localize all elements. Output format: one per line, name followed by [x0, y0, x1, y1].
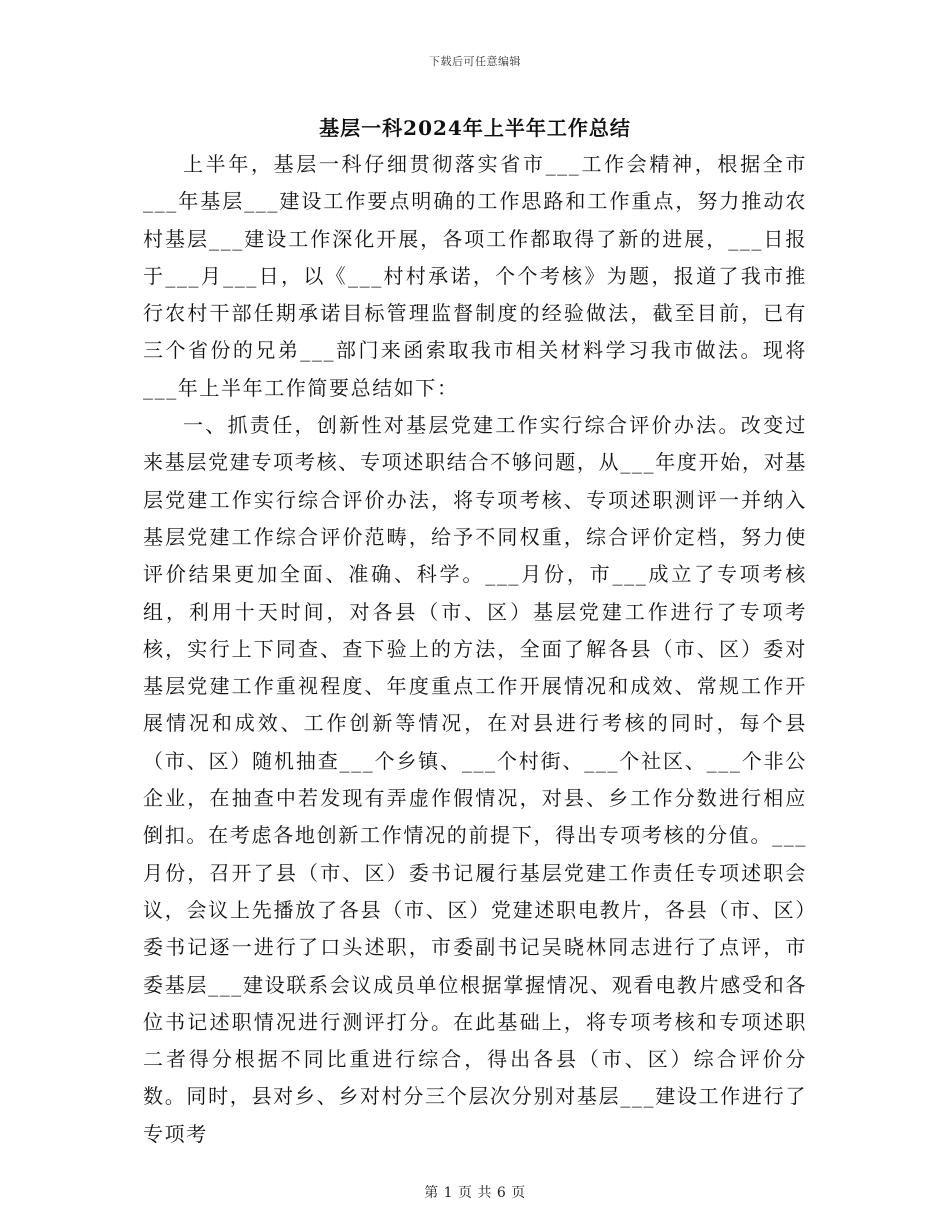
page-number: 第 1 页 共 6 页 [424, 1185, 526, 1201]
page-header-note: 下载后可任意编辑 [429, 55, 521, 68]
document-body [143, 146, 807, 1153]
paragraph-intro: 上半年，基层一科仔细贯彻落实省市___工作会精神，根据全市___年基层___建设工作要点明确的工作思路和工作重点，努力推动农村基层___建设工作深化开展，各项工作都取得了新的进展，___日报于___月___日，以《___村村承诺，个个考核》为题，报道了我市推行农村干部任期承诺目标管理监督制度的经验做法，截至目前，已有三个省份的兄弟___部门来函索取我市相关材料学习我市做法。现将___年上半年工作简要总结如下： [143, 152, 807, 400]
paragraph-section-one: 一、抓责任，创新性对基层党建工作实行综合评价办法。改变过来基层党建专项考核、专项述职结合不够问题，从___年度开始，对基层党建工作实行综合评价办法，将专项考核、专项述职测评一并纳入基层党建工作综合评价范畴，给予不同权重，综合评价定档，努力使评价结果更加全面、准确、科学。___月份，市___成立了专项考核组，利用十天时间，对各县（市、区）基层党建工作进行了专项考核，实行上下同查、查下验上的方法，全面了解各县（市、区）委对基层党建工作重视程度、年度重点工作开展情况和成效、常规工作开展情况和成效、工作创新等情况，在对县进行考核的同时，每个县（市、区）随机抽查___个乡镇、___个村街、___个社区、___个非公企业，在抽查中若发现有弄虚作假情况，对县、乡工作分数进行相应倒扣。在考虑各地创新工作情况的前提下，得出专项考核的分值。___月份，召开了县（市、区）委书记履行基层党建工作责任专项述职会议，会议上先播放了各县（市、区）党建述职电教片，各县（市、区）委书记逐一进行了口头述职，市委副书记吴晓林同志进行了点评，市委基层___建设联系会议成员单位根据掌握情况、观看电教片感受和各位书记述职情况进行测评打分。在此基础上，将专项考核和专项述职二者得分根据不同比重进行综合，得出各县（市、区）综合评价分数。同时，县对乡、乡对村分三个层次分别对基层___建设工作进行了专项考 [143, 413, 807, 1146]
document-title: 基层一科2024年上半年工作总结 [319, 116, 631, 140]
